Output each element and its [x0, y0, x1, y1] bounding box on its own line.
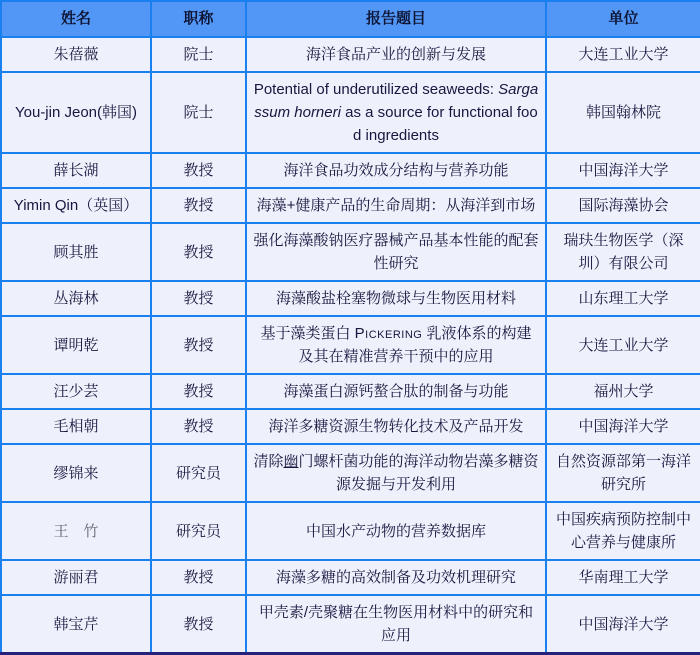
report-topic-cell: [246, 316, 546, 374]
speaker-title-cell: [151, 409, 246, 444]
speaker-title-cell: [151, 560, 246, 595]
text-segment: 海藻酸盐栓塞物微球与生物医用材料: [275, 290, 516, 307]
table-row: [1, 316, 700, 374]
table-header: [1, 1, 700, 37]
organization-cell: [546, 188, 700, 223]
table-row: [1, 560, 700, 595]
speaker-title-cell: [151, 188, 246, 223]
table-row: [1, 444, 700, 502]
text-segment: Yimin Qin（英国）: [13, 197, 139, 214]
table-row: [1, 502, 700, 560]
table-row: [1, 153, 700, 188]
text-segment: as a source for functional food ingredients: [340, 104, 538, 144]
organization-cell: [546, 560, 700, 595]
text-segment: 游丽君: [53, 569, 99, 586]
text-segment: 教授: [183, 569, 214, 586]
text-segment: 华南理工大学: [578, 569, 669, 586]
report-topic-cell: [246, 444, 546, 502]
text-segment: 海藻多糖的高效制备及功效机理研究: [275, 569, 516, 586]
speaker-title-cell: [151, 223, 246, 281]
text-segment: You-jin Jeon(韩国): [15, 104, 137, 121]
report-topic-cell: [246, 502, 546, 560]
speaker-name-cell: [1, 153, 151, 188]
report-topic-cell: [246, 560, 546, 595]
table-row: [1, 188, 700, 223]
table-row: [1, 281, 700, 316]
text-segment: 海藻蛋白源钙螯合肽的制备与功能: [283, 383, 509, 400]
text-segment: 中国海洋大学: [578, 162, 669, 179]
text-segment: 教授: [183, 615, 214, 633]
organization-cell: [546, 374, 700, 409]
header-row: [1, 1, 700, 37]
speaker-name-cell: [1, 37, 151, 72]
text-segment: 教授: [183, 243, 214, 261]
speaker-name-cell: [1, 281, 151, 316]
speaker-title-cell: [151, 444, 246, 502]
text-segment: 薛长湖: [53, 162, 99, 179]
speaker-title-cell: [151, 281, 246, 316]
text-segment: 海藻+健康产品的生命周期：从海洋到市场: [256, 197, 536, 214]
text-segment: 缪锦来: [53, 464, 99, 482]
speaker-name-cell: [1, 188, 151, 223]
text-segment: 中国水产动物的营养数据库: [305, 522, 486, 540]
speaker-title-cell: [151, 595, 246, 654]
report-topic-cell: [246, 153, 546, 188]
organization-cell: [546, 409, 700, 444]
table-row: [1, 595, 700, 654]
text-segment: 中国海洋大学: [578, 418, 669, 435]
speaker-name-cell: [1, 595, 151, 654]
text-segment: 教授: [183, 336, 214, 354]
text-segment: 乳液体系的构建及其在精准营养干预中的应用: [298, 325, 532, 365]
table-row: [1, 409, 700, 444]
speaker-name-cell: [1, 560, 151, 595]
table-row: [1, 72, 700, 153]
text-segment: 丛海林: [53, 290, 99, 307]
text-segment: 教授: [183, 290, 214, 307]
report-topic-cell: [246, 374, 546, 409]
text-segment: 韩宝芹: [53, 615, 99, 633]
speaker-title-cell: [151, 374, 246, 409]
speaker-name-cell: [1, 72, 151, 153]
table-row: [1, 374, 700, 409]
text-segment: 院士: [183, 104, 214, 121]
text-segment: 研究员: [175, 522, 221, 540]
text-segment: 教授: [183, 162, 214, 179]
text-segment: 大连工业大学: [578, 336, 669, 354]
text-segment: 国际海藻协会: [578, 197, 669, 214]
text-segment: 王 竹: [53, 522, 99, 540]
text-segment: 基于藻类蛋白: [260, 325, 355, 342]
organization-cell: [546, 444, 700, 502]
text-segment: 教授: [183, 197, 214, 214]
report-topic-cell: [246, 188, 546, 223]
speaker-title-cell: [151, 72, 246, 153]
speaker-name-cell: [1, 374, 151, 409]
text-segment: 毛相朝: [53, 418, 99, 435]
text-segment: 自然资源部第一海洋研究所: [555, 453, 691, 493]
text-segment: 大连工业大学: [578, 46, 669, 63]
table-row: [1, 37, 700, 72]
report-topic-cell: [246, 72, 546, 153]
report-topic-cell: [246, 223, 546, 281]
speaker-name-cell: [1, 444, 151, 502]
speaker-title-cell: [151, 153, 246, 188]
text-segment: 瑞玞生物医学（深圳）有限公司: [563, 232, 684, 272]
speaker-title-cell: [151, 502, 246, 560]
text-segment: 门螺杆菌功能的海洋动物岩藻多糖资源发掘与开发利用: [298, 453, 539, 493]
text-segment: 院士: [183, 46, 214, 63]
text-segment: 福州大学: [593, 383, 654, 400]
organization-cell: [546, 223, 700, 281]
text-segment: Pickering: [354, 325, 423, 342]
text-segment: 教授: [183, 383, 214, 400]
organization-cell: [546, 153, 700, 188]
text-segment: 研究员: [175, 464, 221, 482]
speaker-name-cell: [1, 502, 151, 560]
organization-cell: [546, 281, 700, 316]
organization-cell: [546, 502, 700, 560]
text-segment: 清除: [253, 453, 284, 470]
report-topic-cell: [246, 281, 546, 316]
text-segment: 中国海洋大学: [578, 615, 669, 633]
organization-cell: [546, 316, 700, 374]
speaker-name-cell: [1, 316, 151, 374]
text-segment: 谭明乾: [53, 336, 99, 354]
speaker-title-cell: [151, 37, 246, 72]
text-segment: 山东理工大学: [578, 290, 669, 307]
text-segment: 汪少芸: [53, 383, 99, 400]
text-segment: Potential of underutilized seaweeds:: [253, 81, 499, 98]
table-row: [1, 223, 700, 281]
text-segment: 海洋多糖资源生物转化技术及产品开发: [268, 418, 524, 435]
header-topic: 报告题目: [246, 1, 546, 37]
text-segment: 韩国翰林院: [585, 104, 661, 121]
speaker-name-cell: [1, 409, 151, 444]
organization-cell: [546, 595, 700, 654]
text-segment: 海洋食品产业的创新与发展: [305, 46, 486, 63]
organization-cell: [546, 72, 700, 153]
text-segment: 朱蓓薇: [53, 46, 99, 63]
text-segment: 顾其胜: [53, 243, 99, 261]
header-org: 单位: [546, 1, 700, 37]
report-topic-cell: [246, 37, 546, 72]
table-body: [1, 37, 700, 654]
report-topic-cell: [246, 409, 546, 444]
text-segment: Sargassum horneri: [254, 81, 539, 121]
organization-cell: [546, 37, 700, 72]
text-segment: 教授: [183, 418, 214, 435]
report-topic-cell: [246, 595, 546, 654]
header-title: 职称: [151, 1, 246, 37]
header-name: 姓名: [1, 1, 151, 37]
text-segment: 海洋食品功效成分结构与营养功能: [283, 162, 509, 179]
speaker-name-cell: [1, 223, 151, 281]
text-segment: 强化海藻酸钠医疗器械产品基本性能的配套性研究: [253, 232, 539, 272]
text-segment: 幽: [283, 453, 299, 470]
text-segment: 中国疾病预防控制中心营养与健康所: [555, 511, 691, 551]
speaker-title-cell: [151, 316, 246, 374]
text-segment: 甲壳素/壳聚糖在生物医用材料中的研究和应用: [258, 604, 534, 644]
